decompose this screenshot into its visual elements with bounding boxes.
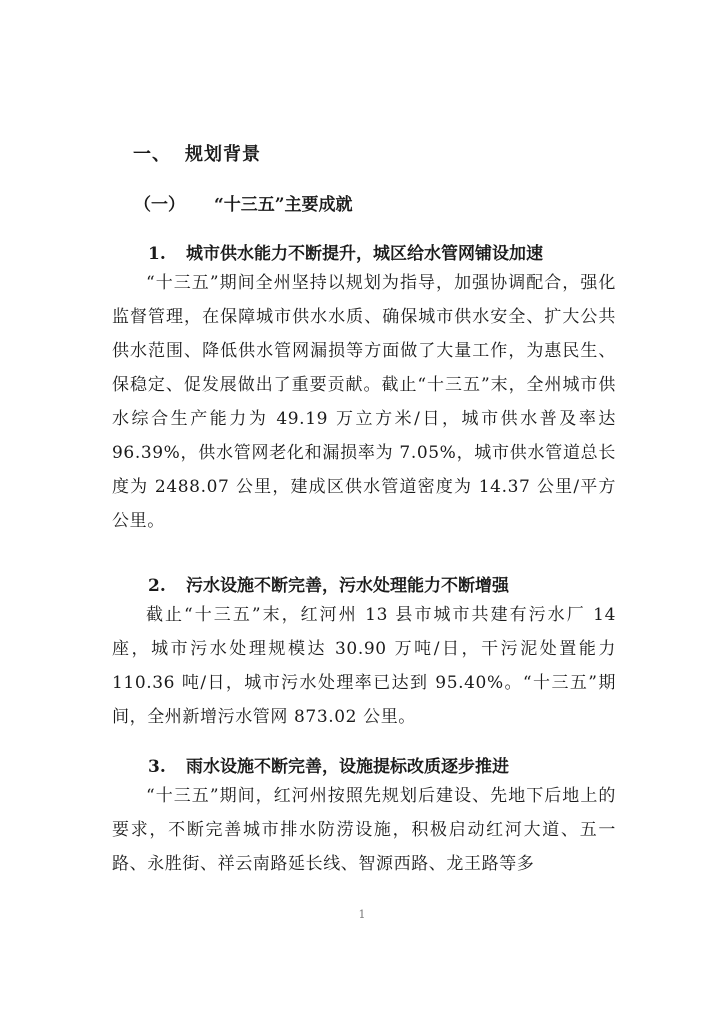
section-heading [133, 140, 261, 166]
item-number: 2. [148, 576, 166, 596]
item-heading [148, 239, 543, 264]
item-number: 3. [148, 757, 166, 777]
item-paragraph: 截止“十三五”末，红河州 13 县市城市共建有污水厂 14 座，城市污水处理规模达 30.90 万吨/日，干污泥处置能力 110.36 吨/日，城市污水处理率已达到 95.40%。“十三五”期间，全州新增污水管网 873.02 公里。 [112, 605, 616, 727]
item-title: 污水设施不断完善，污水处理能力不断增强 [186, 576, 509, 596]
item-title: 城市供水能力不断提升，城区给水管网铺设加速 [186, 244, 543, 264]
item-paragraph: “十三五”期间，红河州按照先规划后建设、先地下后地上的要求，不断完善城市排水防涝设施，积极启动红河大道、五一路、永胜街、祥云南路延长线、智源西路、龙王路等多 [112, 786, 616, 874]
section-number: 一、 [133, 144, 171, 165]
item-heading [148, 571, 509, 596]
subsection-number: （一） [134, 195, 185, 215]
page-number: 1 [358, 908, 366, 921]
item-title: 雨水设施不断完善，设施提标改质逐步推进 [186, 757, 509, 777]
section-title: 规划背景 [185, 144, 261, 165]
item-paragraph: “十三五”期间全州坚持以规划为指导，加强协调配合，强化监督管理，在保障城市供水水质、确保城市供水安全、扩大公共供水范围、降低供水管网漏损等方面做了大量工作，为惠民生、保稳定、促发展做出了重要贡献。截止“十三五”末，全州城市供水综合生产能力为 49.19 万立方米/日，城市供水普及率达 96.39%，供水管网老化和漏损率为 7.05%，城市供水管道总长度为 2488.07 公里，建成区供水管道密度为 14.37 公里/平方公里。 [112, 273, 616, 531]
subsection-title: “十三五”主要成就 [214, 195, 353, 215]
item-number: 1. [148, 244, 166, 264]
subsection-heading [134, 190, 353, 215]
item-heading [148, 752, 509, 777]
